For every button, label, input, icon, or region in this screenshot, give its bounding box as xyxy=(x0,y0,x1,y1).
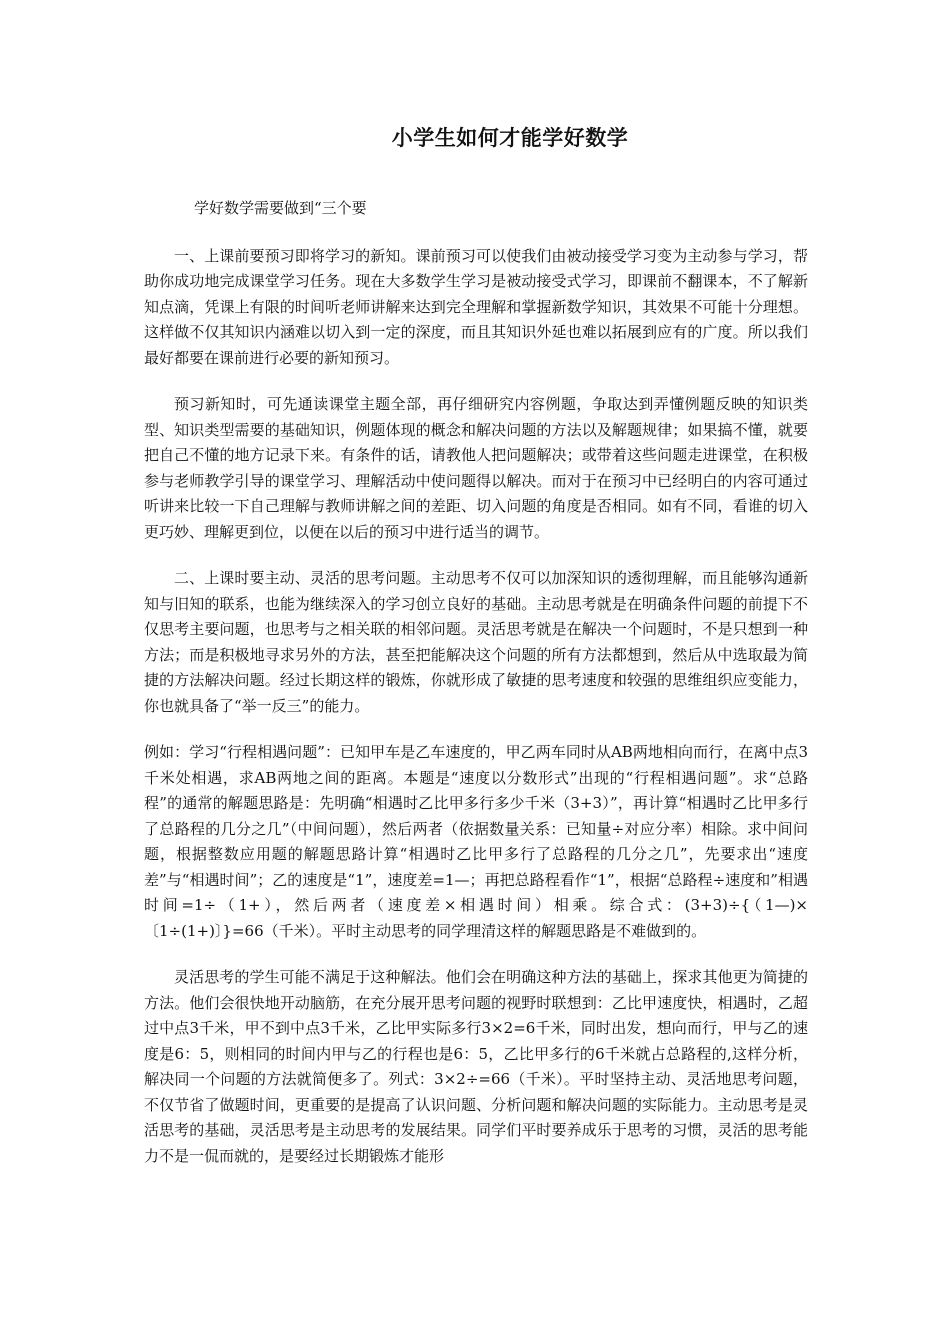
paragraph-preview-method: 预习新知时，可先通读课堂主题全部，再仔细研究内容例题，争取达到弄懂例题反映的知识类型、知识类型需要的基础知识，例题体现的概念和解决问题的方法以及解题规律；如果搞不懂，就要把自己不懂的地方记录下来。有条件的话，请教他人把问题解决；或带着这些问题走进课堂，在积极参与老师教学引导的课堂学习、理解活动中使问题得以解决。而对于在预习中已经明白的内容可通过听讲来比较一下自己理解与教师讲解之间的差距、切入问题的角度是否相同。如有不同，看谁的切入更巧妙、理解更到位，以便在以后的预习中进行适当的调节。 xyxy=(144,395,808,541)
document-body xyxy=(144,196,808,1190)
document-title: 小学生如何才能学好数学 xyxy=(391,125,629,150)
paragraph-example-problem: 例如：学习“行程相遇问题”：已知甲车是乙车速度的，甲乙两车同时从AB两地相向而行，在离中点3千米处相遇，求AB两地之间的距离。本题是“速度以分数形式”出现的“行程相遇问题”。求“总路程”的通常的解题思路是：先明确“相遇时乙比甲多行多少千米（3+3）”，再计算“相遇时乙比甲多行了总路程的几分之几”（中间问题），然后两者（依据数量关系：已知量÷对应分率）相除。求中间问题，根据整数应用题的解题思路计算“相遇时乙比甲多行了总路程的几分之几”，先要求出“速度差”与“相遇时间”；乙的速度是“1”，速度差=1—；再把总路程看作“1”，根据“总路程÷速度和”相遇时间=1÷（1+），然后两者（速度差×相遇时间）相乘。综合式：(3+3)÷{（1—)×〔1÷(1+)〕}=66（千米）。平时主动思考的同学理清这样的解题思路是不难做到的。 xyxy=(144,743,808,940)
paragraph-flexible-thinking: 灵活思考的学生可能不满足于这种解法。他们会在明确这种方法的基础上，探求其他更为简捷的方法。他们会很快地开动脑筋，在充分展开思考问题的视野时联想到：乙比甲速度快，相遇时，乙超过中点3千米，甲不到中点3千米，乙比甲实际多行3×2=6千米，同时出发，想向而行，甲与乙的速度是6：5，则相同的时间内甲与乙的行程也是6：5，乙比甲多行的6千米就占总路程的,这样分析，解决同一个问题的方法就简便多了。列式：3×2÷=66（千米）。平时坚持主动、灵活地思考问题，不仅节省了做题时间，更重要的是提高了认识问题、分析问题和解决问题的实际能力。主动思考是灵活思考的基础，灵活思考是主动思考的发展结果。同学们平时要养成乐于思考的习惯，灵活的思考能力不是一侃而就的，是要经过长期锻炼才能形 xyxy=(144,968,808,1165)
paragraph-active-thinking: 二、上课时要主动、灵活的思考问题。主动思考不仅可以加深知识的透彻理解，而且能够沟通新知与旧知的联系，也能为继续深入的学习创立良好的基础。主动思考就是在明确条件问题的前提下不仅思考主要问题，也思考与之相关联的相邻问题。灵活思考就是在解决一个问题时，不是只想到一种方法；而是积极地寻求另外的方法，甚至把能解决这个问题的所有方法都想到，然后从中选取最为简捷的方法解决问题。经过长期这样的锻炼，你就形成了敏捷的思考速度和较强的思维组织应变能力，你也就具备了“举一反三”的能力。 xyxy=(144,569,808,715)
document-subtitle: 学好数学需要做到“三个要 xyxy=(194,199,367,217)
paragraph-preview-before-class: 一、上课前要预习即将学习的新知。课前预习可以使我们由被动接受学习变为主动参与学习，帮助你成功地完成课堂学习任务。现在大多数学生学习是被动接受式学习，即课前不翻课本，不了解新知点滴，凭课上有限的时间听老师讲解来达到完全理解和掌握新数学知识，其效果不可能十分理想。这样做不仅其知识内涵难以切入到一定的深度，而且其知识外延也难以拓展到应有的广度。所以我们最好都要在课前进行必要的新知预习。 xyxy=(144,246,808,367)
